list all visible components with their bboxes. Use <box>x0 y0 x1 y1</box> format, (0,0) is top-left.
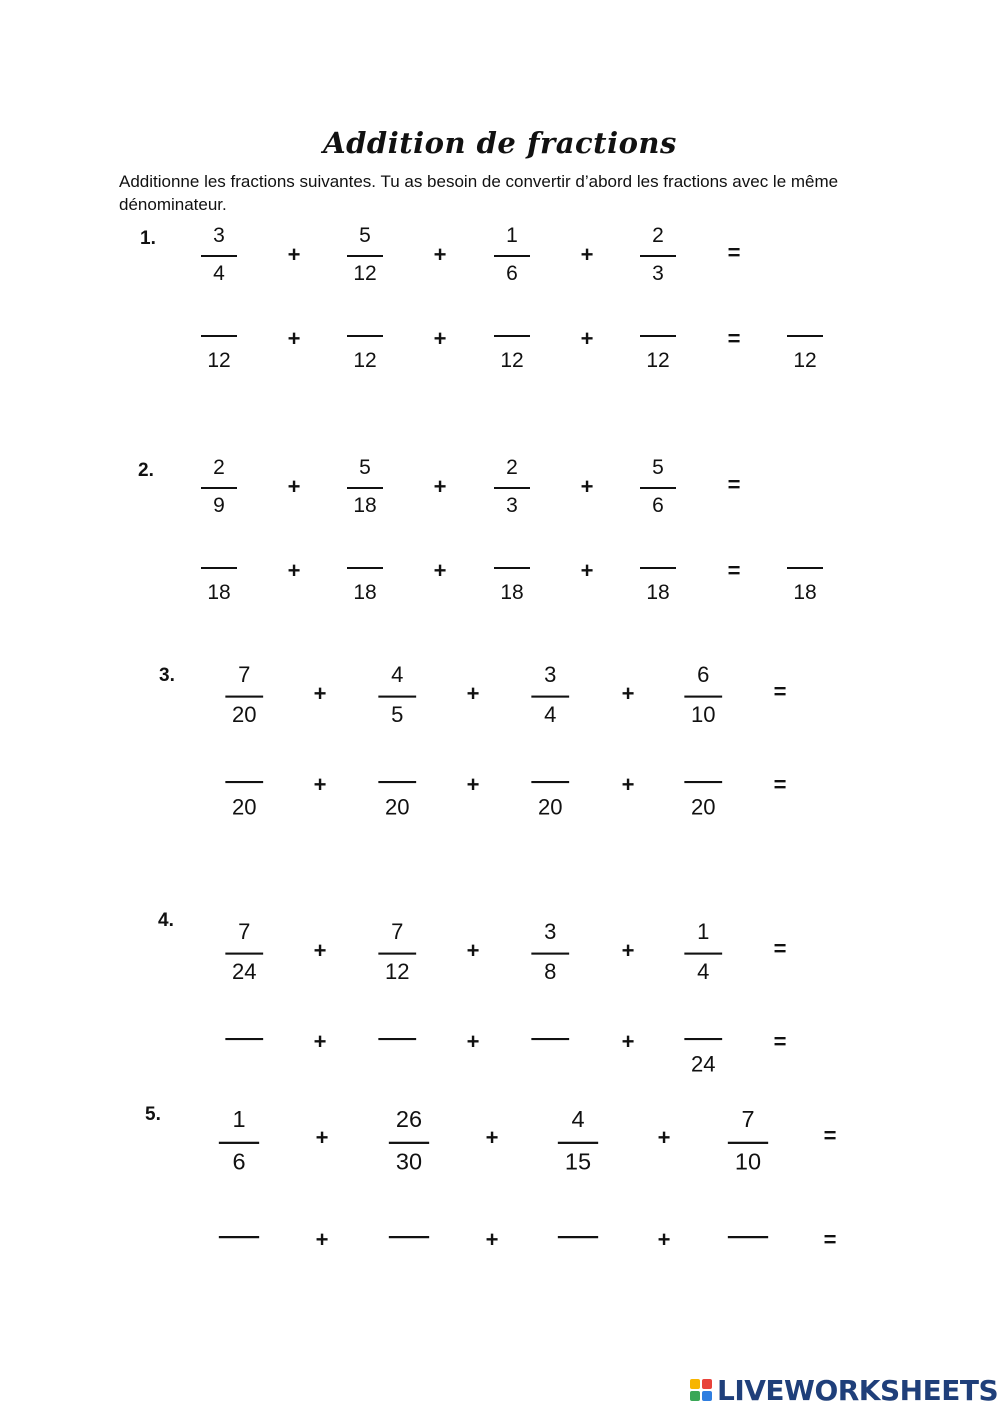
answer-blank[interactable] <box>211 1236 267 1308</box>
numerator: 4 <box>391 663 404 688</box>
answer-bar <box>494 335 530 337</box>
plus-sign: + <box>466 772 480 797</box>
liveworksheets-logo[interactable] <box>690 1373 999 1409</box>
given-fraction <box>677 920 730 987</box>
answer-blank[interactable] <box>550 1236 606 1308</box>
answer-bar <box>347 567 383 569</box>
numerator: 1 <box>232 1107 246 1133</box>
given-fraction <box>211 1107 267 1179</box>
denominator: 3 <box>652 262 664 285</box>
answer-bar <box>225 781 263 783</box>
plus-sign: + <box>621 1029 635 1054</box>
answer-blank[interactable] <box>487 335 537 399</box>
answer-blank[interactable] <box>524 781 577 848</box>
given-fraction <box>371 920 424 987</box>
answer-denominator: 20 <box>231 795 257 820</box>
given-fraction <box>524 920 577 987</box>
fraction-bar <box>684 953 722 955</box>
plus-sign: + <box>315 1125 329 1150</box>
exercise-number: 2. <box>138 460 154 481</box>
plus-sign: + <box>621 772 635 797</box>
answer-bar <box>201 567 237 569</box>
plus-sign: + <box>433 558 447 583</box>
plus-sign: + <box>466 1029 480 1054</box>
plus-sign: + <box>580 242 594 267</box>
denominator: 20 <box>231 702 257 728</box>
plus-sign: + <box>485 1227 499 1252</box>
numerator: 2 <box>213 456 225 479</box>
denominator: 5 <box>391 702 404 728</box>
fraction-bar <box>378 953 416 955</box>
given-fraction <box>677 663 730 730</box>
answer-denominator: 20 <box>384 795 410 820</box>
equals-sign: = <box>773 772 787 797</box>
exercise-number: 3. <box>159 665 175 686</box>
denominator: 30 <box>395 1149 423 1176</box>
fraction-bar <box>378 696 416 698</box>
answer-bar <box>201 335 237 337</box>
answer-blank[interactable] <box>381 1236 437 1308</box>
answer-blank[interactable] <box>340 567 390 631</box>
numerator: 1 <box>697 920 710 945</box>
numerator: 7 <box>741 1107 755 1133</box>
given-fraction <box>633 224 683 288</box>
denominator: 6 <box>232 1149 246 1176</box>
fraction-bar <box>494 255 530 257</box>
numerator: 1 <box>506 224 518 247</box>
answer-blank[interactable] <box>487 567 537 631</box>
answer-blank[interactable] <box>371 1038 424 1105</box>
numerator: 2 <box>506 456 518 479</box>
plus-sign: + <box>287 326 301 351</box>
answer-denominator: 12 <box>500 349 524 372</box>
numerator: 3 <box>544 920 557 945</box>
answer-bar <box>378 781 416 783</box>
answer-denominator: 12 <box>207 349 231 372</box>
numerator: 7 <box>238 663 251 688</box>
numerator: 7 <box>391 920 404 945</box>
answer-blank[interactable] <box>340 335 390 399</box>
denominator: 9 <box>213 494 225 517</box>
equals-sign: = <box>823 1227 837 1252</box>
fraction-bar <box>219 1142 259 1144</box>
answer-bar <box>684 781 722 783</box>
plus-sign: + <box>287 474 301 499</box>
fraction-bar <box>684 696 722 698</box>
given-fraction <box>720 1107 776 1179</box>
answer-bar <box>558 1236 598 1238</box>
answer-blank[interactable] <box>633 567 683 631</box>
given-fraction <box>550 1107 606 1179</box>
denominator: 4 <box>544 702 557 728</box>
result-denominator: 18 <box>793 581 817 604</box>
plus-sign: + <box>313 681 327 706</box>
plus-sign: + <box>433 242 447 267</box>
plus-sign: + <box>580 326 594 351</box>
answer-bar <box>347 335 383 337</box>
exercise-number: 5. <box>145 1104 161 1125</box>
plus-sign: + <box>287 242 301 267</box>
instructions: Additionne les fractions suivantes. Tu as besoin de convertir d’abord les fractions avec le même dénominateur. <box>119 172 839 214</box>
answer-blank[interactable] <box>194 335 244 399</box>
equals-sign: = <box>727 472 741 497</box>
answer-denominator: 18 <box>207 581 231 604</box>
plus-sign: + <box>466 681 480 706</box>
fraction-bar <box>728 1142 768 1144</box>
answer-bar <box>728 1236 768 1238</box>
result-blank[interactable] <box>780 335 830 399</box>
denominator: 4 <box>697 959 710 985</box>
numerator: 3 <box>544 663 557 688</box>
equals-sign: = <box>773 936 787 961</box>
answer-bar <box>389 1236 429 1238</box>
answer-blank[interactable] <box>720 1236 776 1308</box>
plus-sign: + <box>313 772 327 797</box>
plus-sign: + <box>287 558 301 583</box>
answer-denominator: 12 <box>646 349 670 372</box>
given-fraction <box>633 456 683 520</box>
answer-bar <box>378 1038 416 1040</box>
result-bar <box>787 567 823 569</box>
equals-sign: = <box>823 1123 837 1148</box>
denominator: 6 <box>652 494 664 517</box>
fraction-bar <box>531 953 569 955</box>
numerator: 5 <box>359 456 371 479</box>
result-bar <box>787 335 823 337</box>
equals-sign: = <box>727 240 741 265</box>
numerator: 6 <box>697 663 710 688</box>
plus-sign: + <box>433 326 447 351</box>
numerator: 5 <box>652 456 664 479</box>
fraction-bar <box>225 696 263 698</box>
fraction-bar <box>347 255 383 257</box>
plus-sign: + <box>485 1125 499 1150</box>
given-fraction <box>340 224 390 288</box>
numerator: 2 <box>652 224 664 247</box>
denominator: 8 <box>544 959 557 985</box>
plus-sign: + <box>580 558 594 583</box>
numerator: 26 <box>395 1107 423 1133</box>
plus-sign: + <box>313 938 327 963</box>
logo-icon <box>690 1379 714 1403</box>
result-blank[interactable] <box>780 567 830 631</box>
page-title: Addition de fractions <box>323 126 677 160</box>
denominator: 4 <box>213 262 225 285</box>
answer-bar <box>219 1236 259 1238</box>
logo-text: LIVEWORKSHEETS <box>717 1374 999 1407</box>
given-fraction <box>487 224 537 288</box>
answer-denominator: 18 <box>353 581 377 604</box>
plus-sign: + <box>621 938 635 963</box>
numerator: 7 <box>238 920 251 945</box>
fraction-bar <box>201 487 237 489</box>
answer-blank[interactable] <box>371 781 424 848</box>
answer-blank[interactable] <box>524 1038 577 1105</box>
answer-blank[interactable] <box>218 1038 271 1105</box>
fraction-bar <box>558 1142 598 1144</box>
answer-denominator: 12 <box>353 349 377 372</box>
given-fraction <box>381 1107 437 1179</box>
plus-sign: + <box>466 938 480 963</box>
answer-bar <box>640 567 676 569</box>
exercise-number: 4. <box>158 910 174 931</box>
denominator: 18 <box>353 494 377 517</box>
answer-blank[interactable] <box>218 781 271 848</box>
answer-denominator: 20 <box>690 795 716 820</box>
fraction-bar <box>347 487 383 489</box>
denominator: 3 <box>506 494 518 517</box>
denominator: 6 <box>506 262 518 285</box>
answer-bar <box>494 567 530 569</box>
given-fraction <box>194 456 244 520</box>
answer-denominator: 18 <box>646 581 670 604</box>
plus-sign: + <box>657 1125 671 1150</box>
fraction-bar <box>640 487 676 489</box>
answer-blank[interactable] <box>194 567 244 631</box>
equals-sign: = <box>727 558 741 583</box>
equals-sign: = <box>773 679 787 704</box>
plus-sign: + <box>657 1227 671 1252</box>
answer-denominator: 18 <box>500 581 524 604</box>
given-fraction <box>218 663 271 730</box>
denominator: 12 <box>353 262 377 285</box>
plus-sign: + <box>621 681 635 706</box>
answer-blank[interactable] <box>677 781 730 848</box>
plus-sign: + <box>313 1029 327 1054</box>
denominator: 12 <box>384 959 410 985</box>
numerator: 3 <box>213 224 225 247</box>
given-fraction <box>524 663 577 730</box>
plus-sign: + <box>315 1227 329 1252</box>
fraction-bar <box>640 255 676 257</box>
denominator: 24 <box>231 959 257 985</box>
exercise-number: 1. <box>140 228 156 249</box>
denominator: 10 <box>690 702 716 728</box>
answer-bar <box>640 335 676 337</box>
plus-sign: + <box>580 474 594 499</box>
fraction-bar <box>531 696 569 698</box>
numerator: 5 <box>359 224 371 247</box>
answer-denominator: 20 <box>537 795 563 820</box>
given-fraction <box>218 920 271 987</box>
given-fraction <box>340 456 390 520</box>
given-fraction <box>371 663 424 730</box>
numerator: 4 <box>571 1107 585 1133</box>
answer-bar <box>684 1038 722 1040</box>
fraction-bar <box>225 953 263 955</box>
answer-bar <box>531 781 569 783</box>
denominator: 15 <box>564 1149 592 1176</box>
plus-sign: + <box>433 474 447 499</box>
fraction-bar <box>201 255 237 257</box>
answer-bar <box>531 1038 569 1040</box>
fraction-bar <box>389 1142 429 1144</box>
equals-sign: = <box>773 1029 787 1054</box>
equals-sign: = <box>727 326 741 351</box>
fraction-bar <box>494 487 530 489</box>
given-fraction <box>194 224 244 288</box>
answer-bar <box>225 1038 263 1040</box>
result-denominator: 12 <box>793 349 817 372</box>
given-fraction <box>487 456 537 520</box>
denominator: 10 <box>734 1149 762 1176</box>
answer-blank[interactable] <box>633 335 683 399</box>
answer-blank[interactable] <box>677 1038 730 1105</box>
answer-denominator: 24 <box>690 1052 716 1077</box>
